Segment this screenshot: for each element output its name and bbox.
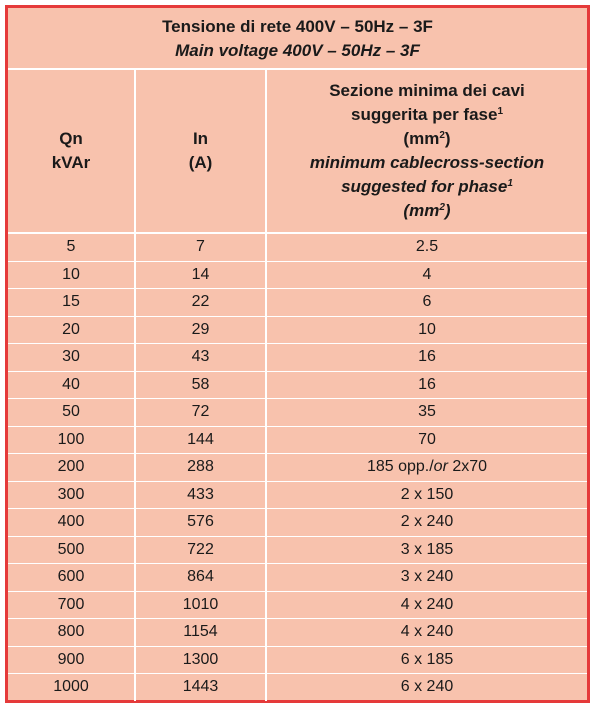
table-row [8, 399, 587, 427]
cell-in: 14 [135, 261, 266, 289]
cell-in: 22 [135, 289, 266, 317]
cell-qn: 30 [8, 344, 135, 372]
header-section-it-line1: Sezione minima dei cavi [329, 81, 525, 100]
cell-qn: 700 [8, 591, 135, 619]
cell-qn: 20 [8, 316, 135, 344]
cell-qn: 800 [8, 619, 135, 647]
cell-qn: 500 [8, 536, 135, 564]
cell-section: 16 [266, 344, 587, 372]
table-row [8, 426, 587, 454]
cell-in: 1443 [135, 674, 266, 701]
cell-qn: 1000 [8, 674, 135, 701]
cell-section: 2.5 [266, 233, 587, 261]
cell-qn: 200 [8, 454, 135, 482]
cell-in: 1300 [135, 646, 266, 674]
table-row [8, 344, 587, 372]
footnote-marker: 1 [507, 178, 513, 189]
cell-qn: 400 [8, 509, 135, 537]
table-row [8, 564, 587, 592]
title-english: Main voltage 400V – 50Hz – 3F [175, 41, 420, 60]
cell-section: 6 x 185 [266, 646, 587, 674]
header-section-en-line1: minimum cablecross-section [309, 153, 545, 172]
cell-section: 3 x 240 [266, 564, 587, 592]
table-row [8, 454, 587, 482]
table-title [8, 8, 587, 70]
cell-in: 433 [135, 481, 266, 509]
table-row [8, 371, 587, 399]
header-in-label: In [192, 129, 209, 148]
cell-section: 70 [266, 426, 587, 454]
cell-in: 288 [135, 454, 266, 482]
cell-qn: 100 [8, 426, 135, 454]
cell-section: 3 x 185 [266, 536, 587, 564]
header-qn-label: Qn [59, 129, 83, 148]
header-row [8, 70, 587, 233]
cell-in: 1010 [135, 591, 266, 619]
header-section-en-unit: $(mm^2)$ [403, 201, 451, 220]
cell-section: 16 [266, 371, 587, 399]
table-row [8, 591, 587, 619]
cell-qn: 5 [66, 238, 76, 256]
cable-section-table [8, 70, 587, 701]
cell-in: 72 [135, 399, 266, 427]
cell-in: 7 [135, 233, 266, 261]
cell-in: 1154 [135, 619, 266, 647]
cell-in: 864 [135, 564, 266, 592]
cell-qn: 40 [8, 371, 135, 399]
table-row [8, 509, 587, 537]
cell-section: 4 [266, 261, 587, 289]
table-row [8, 674, 587, 701]
cell-qn: 300 [8, 481, 135, 509]
cell-in: 29 [135, 316, 266, 344]
header-section [266, 70, 587, 233]
cell-qn: 15 [8, 289, 135, 317]
cell-in: 43 [135, 344, 266, 372]
table-row [8, 289, 587, 317]
cell-section: 2 x 150 [266, 481, 587, 509]
cell-in: 722 [135, 536, 266, 564]
table-row [8, 233, 587, 261]
cell-qn: 10 [8, 261, 135, 289]
footnote-marker: 1 [497, 106, 503, 117]
cable-section-table-frame [5, 5, 590, 703]
cell-qn: 900 [8, 646, 135, 674]
cell-in: 144 [135, 426, 266, 454]
cell-section: 4 x 240 [266, 591, 587, 619]
title-italian: Tensione di rete 400V – 50Hz – 3F [162, 17, 433, 36]
cell-qn: 50 [8, 399, 135, 427]
cell-section: 2 x 240 [266, 509, 587, 537]
header-section-it-unit: $(mm^2)$ [403, 129, 451, 148]
cell-section: 35 [266, 399, 587, 427]
header-section-it-line2: suggerita per fase$^1$ [350, 105, 503, 124]
cell-in: 58 [135, 371, 266, 399]
cell-section: 6 x 240 [266, 674, 587, 701]
table-row [8, 536, 587, 564]
table-row [8, 316, 587, 344]
table-row [8, 481, 587, 509]
cell-section: 4 x 240 [266, 619, 587, 647]
table-row [8, 619, 587, 647]
header-section-en-line2: suggested for phase$^1$ [341, 177, 513, 196]
cell-section: 185 opp./or 2x70 [266, 454, 587, 482]
header-in [135, 70, 266, 233]
table-row [8, 261, 587, 289]
cell-section: 6 [266, 289, 587, 317]
header-in-unit: (A) [188, 153, 213, 172]
cell-qn: 600 [8, 564, 135, 592]
header-qn [8, 70, 135, 233]
table-row [8, 646, 587, 674]
cell-section: 10 [266, 316, 587, 344]
cell-in: 576 [135, 509, 266, 537]
header-qn-unit: kVAr [51, 153, 91, 172]
